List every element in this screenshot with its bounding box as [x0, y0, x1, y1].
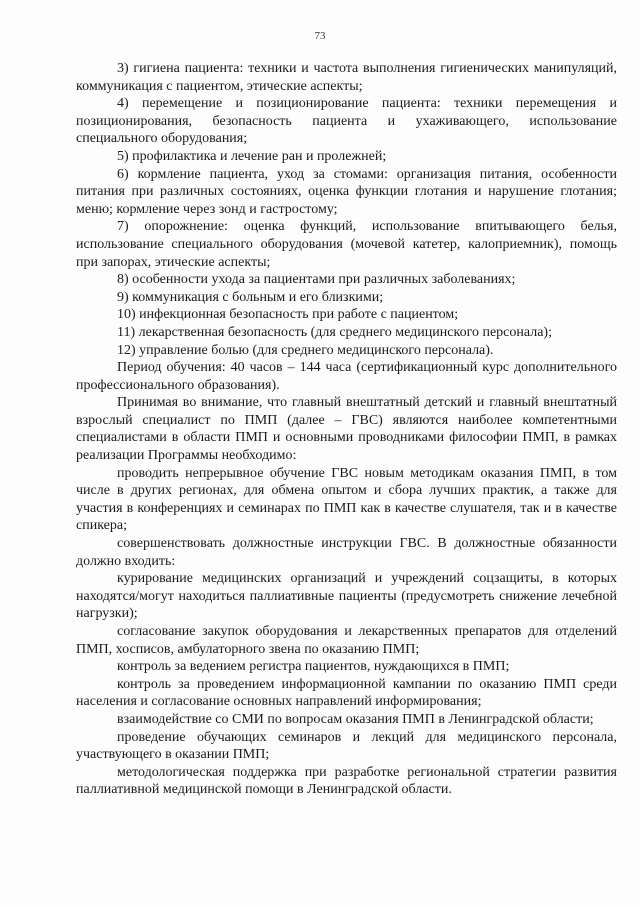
paragraph-job-instructions: совершенствовать должностные инструкции ГВС. В должностные обязанности должно входить: — [76, 536, 617, 569]
paragraph-patient-register: контроль за ведением регистра пациентов, нуждающихся в ПМП; — [117, 659, 510, 675]
paragraph-excretion: 7) опорожнение: оценка функций, использование впитывающего белья, использование специального оборудования (мочевой катетер, калоприемник), помощь при запорах, этические аспекты; — [76, 219, 617, 270]
paragraph-procurement: согласование закупок оборудования и лекарственных препаратов для отделений ПМП, хосписов, амбулаторного звена по оказанию ПМП; — [76, 624, 617, 657]
paragraph-feeding: 6) кормление пациента, уход за стомами: организация питания, особенности питания при различных состояниях, оценка функции глотания и нарушение глотания; меню; кормление через зонд и гастростому; — [76, 166, 617, 217]
paragraph-supervision: курирование медицинских организаций и учреждений соцзащиты, в которых находятся/могут находиться паллиативные пациенты (предусмотреть снижение лечебной нагрузки); — [76, 571, 617, 622]
paragraph-drug-safety: 11) лекарственная безопасность (для среднего медицинского персонала); — [117, 324, 552, 340]
paragraph-training-period: Период обучения: 40 часов – 144 часа (сертификационный курс дополнительного профессионального образования). — [76, 360, 617, 393]
paragraph-communication: 9) коммуникация с больным и его близкими; — [117, 289, 384, 305]
paragraph-continuous-training: проводить непрерывное обучение ГВС новым методикам оказания ПМП, в том числе в других регионах, для обмена опытом и сбора лучших практик, а также для участия в конференциях и семинарах по ПМП как в качестве слушателя, так и в качестве спикера; — [76, 465, 617, 534]
page-number: 73 — [314, 30, 326, 42]
paragraph-seminars: проведение обучающих семинаров и лекций для медицинского персонала, участвующего в оказании ПМП; — [76, 729, 617, 763]
paragraph-pain-management: 12) управление болью (для среднего медицинского персонала). — [117, 342, 494, 358]
paragraph-wounds: 5) профилактика и лечение ран и пролежней; — [117, 148, 387, 164]
paragraph-infection-safety: 10) инфекционная безопасность при работе с пациентом; — [117, 307, 459, 323]
paragraph-strategy-support: методологическая поддержка при разработке региональной стратегии развития паллиативной медицинской помощи в Ленинградской области. — [76, 764, 617, 798]
page-body — [76, 60, 617, 799]
paragraph-chief-specialists: Принимая во внимание, что главный внештатный детский и главный внештатный взрослый специалист по ПМП (далее – ГВС) являются наиболее компетентными специалистами в области ПМП и основными проводниками философии ПМП, в рамках реализации Программы необходимо: — [76, 395, 617, 464]
paragraph-positioning: 4) перемещение и позиционирование пациента: техники перемещения и позиционирования, безопасность пациента и ухаживающего, использование специального оборудования; — [76, 96, 617, 147]
paragraph-hygiene: 3) гигиена пациента: техники и частота выполнения гигиенических манипуляций, коммуникация с пациентом, этические аспекты; — [76, 61, 617, 94]
paragraph-information-campaign: контроль за проведением информационной кампании по оказанию ПМП среди населения и согласование основных направлений информирования; — [76, 676, 617, 710]
paragraph-diseases: 8) особенности ухода за пациентами при различных заболеваниях; — [117, 272, 516, 288]
paragraph-media-interaction: взаимодействие со СМИ по вопросам оказания ПМП в Ленинградской области; — [117, 711, 594, 727]
